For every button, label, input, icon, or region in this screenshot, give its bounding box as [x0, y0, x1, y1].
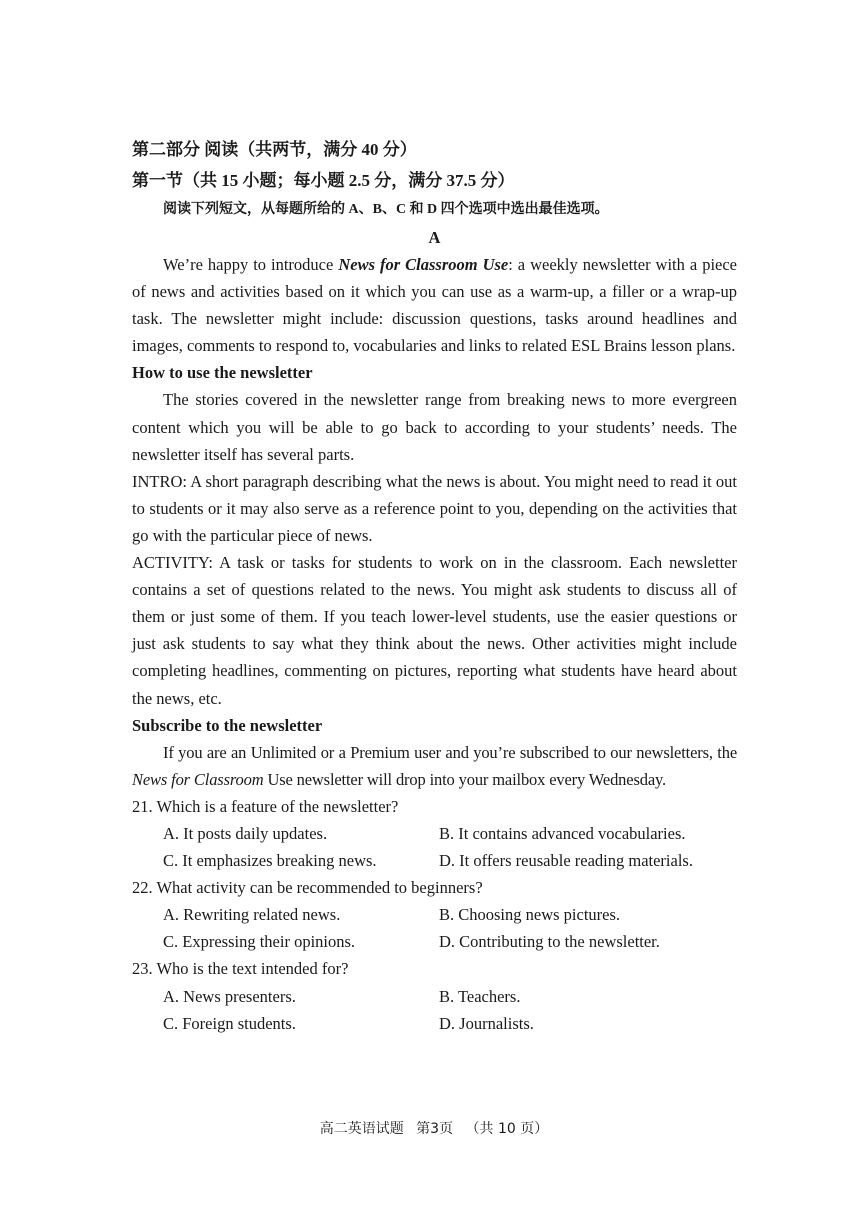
option-a[interactable]: A. It posts daily updates. — [163, 823, 328, 843]
question-23 — [132, 955, 737, 1036]
intro-part-paragraph: INTRO: A short paragraph describing what the news is about. You might need to read it out to students or it may also serve as a reference point to you, depending on the activities that go with the particular piece of news. — [132, 471, 737, 545]
page-footer — [0, 1118, 868, 1138]
option-d[interactable]: D. Journalists. — [439, 1013, 534, 1033]
footer-page-number: 第3页 — [416, 1121, 454, 1137]
stories-paragraph: The stories covered in the newsletter range from breaking news to more evergreen content which you will be able to go back to according to your students’ needs. The newsletter itself has several parts. — [132, 390, 737, 464]
option-c[interactable]: C. Expressing their opinions. — [163, 932, 356, 952]
activity-part-paragraph: ACTIVITY: A task or tasks for students to work on in the classroom. Each newsletter contains a set of questions related to the news. You might ask students to discuss all of them or just some of them. If you teach lower-level students, use the easier questions or just ask students to say what they think about the news. Other activities might include completing headlines, commenting on pictures, reporting what students have heard about the news, etc. — [132, 553, 737, 708]
newsletter-name: News for Classroom Use — [338, 255, 509, 274]
question-stem: 21. Which is a feature of the newsletter? — [132, 796, 399, 816]
option-b[interactable]: B. It contains advanced vocabularies. — [439, 823, 686, 843]
question-stem: 22. What activity can be recommended to beginners? — [132, 878, 483, 898]
footer-total-pages: （共 10 页） — [465, 1121, 549, 1137]
option-a[interactable]: A. Rewriting related news. — [163, 905, 341, 925]
option-b[interactable]: B. Teachers. — [439, 986, 521, 1006]
option-d[interactable]: D. It offers reusable reading materials. — [439, 851, 693, 871]
subscribe-paragraph: If you are an Unlimited or a Premium user and you’re subscribed to our newsletters, the News for Classroom Use newsletter will drop into your mailbox every Wednesday. — [132, 742, 737, 789]
option-c[interactable]: C. It emphasizes breaking news. — [163, 851, 377, 871]
option-d[interactable]: D. Contributing to the newsletter. — [439, 932, 660, 952]
heading-subscribe: Subscribe to the newsletter — [132, 715, 323, 735]
footer-subject: 高二英语试题 — [319, 1121, 404, 1137]
question-21 — [132, 793, 737, 874]
question-stem: 23. Who is the text intended for? — [132, 959, 349, 979]
option-a[interactable]: A. News presenters. — [163, 986, 296, 1006]
exam-page — [132, 134, 737, 1037]
option-c[interactable]: C. Foreign students. — [163, 1013, 296, 1033]
option-b[interactable]: B. Choosing news pictures. — [439, 905, 621, 925]
newsletter-name-italic: News for Classroom — [132, 769, 264, 789]
intro-paragraph: We’re happy to introduce News for Classroom Use: a weekly newsletter with a piece of news and activities based on it which you can use as a warm-up, a filler or a wrap-up task. The newsletter might include: discussion questions, tasks around headlines and images, comments to respond to, vocabularies and links to related ESL Brains lesson plans. — [132, 255, 737, 356]
instruction: 阅读下列短文，从每题所给的 A、B、C 和 D 四个选项中选出最佳选项。 — [163, 202, 609, 217]
part-title: 第二部分 阅读（共两节，满分 40 分） — [132, 140, 417, 159]
passage-letter: A — [428, 228, 441, 247]
section-title: 第一节（共 15 小题；每小题 2.5 分，满分 37.5 分） — [132, 171, 515, 190]
question-22 — [132, 874, 737, 955]
heading-how-to-use: How to use the newsletter — [132, 363, 313, 383]
